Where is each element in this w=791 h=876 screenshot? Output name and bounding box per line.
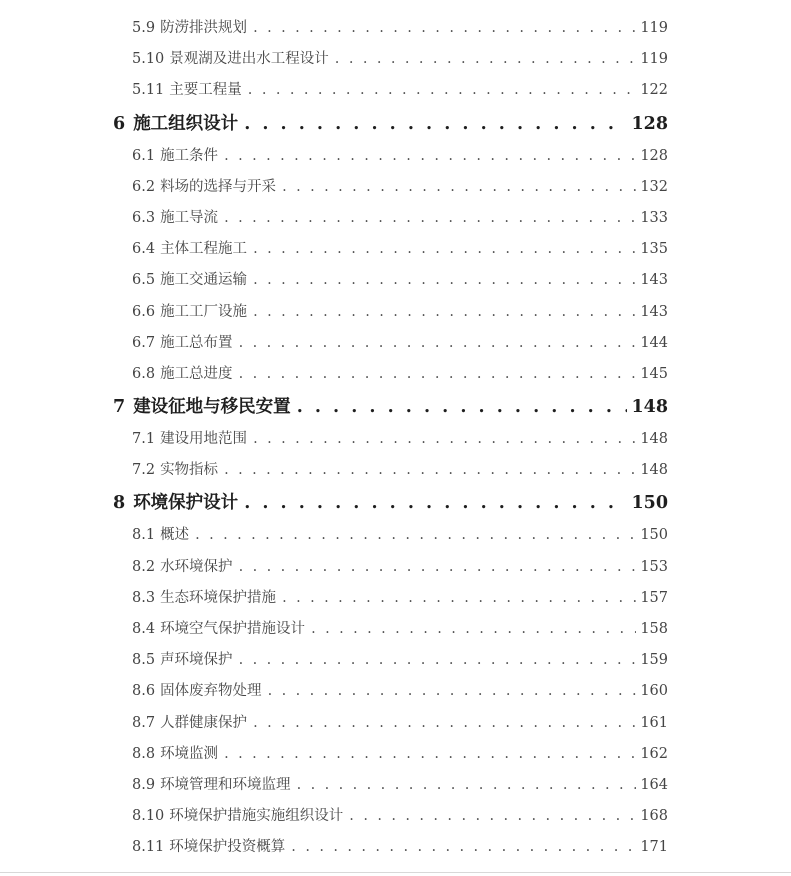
toc-entry-page-number: 162 [640, 745, 668, 762]
toc-dot-leader [297, 770, 637, 801]
toc-entry-number: 8.11 [132, 839, 165, 856]
toc-dot-leader [239, 645, 637, 676]
toc-entry-number: 8.4 [132, 621, 156, 637]
page-bottom-divider [0, 872, 791, 873]
toc-entry-page-number: 133 [640, 209, 668, 226]
toc-section-entry[interactable] [0, 141, 791, 172]
toc-dot-leader [253, 297, 636, 328]
toc-entry-number: 8.6 [132, 683, 156, 700]
toc-entry-number: 8 [113, 493, 126, 514]
toc-entry-title: 施工导流 [160, 209, 219, 226]
toc-entry-page-number: 159 [640, 652, 668, 669]
toc-entry-title: 景观湖及进出水工程设计 [169, 51, 329, 68]
toc-entry-number: 6.5 [132, 272, 156, 289]
toc-entry-title: 生态环境保护措施 [160, 589, 277, 606]
toc-dot-leader [253, 708, 636, 739]
toc-section-entry[interactable] [0, 44, 791, 75]
toc-entry-title: 施工工厂设施 [160, 303, 248, 320]
toc-section-entry[interactable] [0, 455, 791, 486]
toc-dot-leader [248, 75, 637, 106]
toc-entry-number: 7 [113, 397, 126, 418]
toc-entry-page-number: 143 [640, 272, 668, 289]
toc-entry-number: 6.4 [132, 241, 156, 258]
toc-entry-number: 6.7 [132, 334, 156, 351]
toc-entry-title: 施工总进度 [160, 365, 233, 382]
toc-entry-page-number: 132 [640, 178, 668, 195]
toc-chapter-entry[interactable] [0, 107, 791, 141]
toc-entry-number: 8.1 [132, 527, 156, 544]
toc-entry-page-number: 150 [640, 527, 668, 544]
toc-entry-title: 施工交通运输 [160, 272, 248, 289]
toc-section-entry[interactable] [0, 770, 791, 801]
toc-entry-title: 实物指标 [160, 462, 219, 479]
toc-entry-number: 8.10 [132, 808, 165, 825]
toc-dot-leader [282, 583, 636, 614]
toc-section-entry[interactable] [0, 297, 791, 328]
toc-entry-number: 6.6 [132, 303, 156, 320]
toc-entry-title: 施工组织设计 [133, 113, 239, 134]
toc-section-entry[interactable] [0, 583, 791, 614]
toc-section-entry[interactable] [0, 265, 791, 296]
toc-section-entry[interactable] [0, 645, 791, 676]
toc-chapter-entry[interactable] [0, 486, 791, 520]
toc-dot-leader [335, 44, 637, 75]
toc-entry-number: 8.3 [132, 589, 156, 606]
toc-entry-number: 5.10 [132, 51, 165, 68]
toc-dot-leader [239, 328, 637, 359]
toc-section-entry[interactable] [0, 328, 791, 359]
toc-entry-page-number: 122 [640, 82, 668, 99]
toc-dot-leader [239, 552, 637, 583]
toc-dot-leader [291, 832, 636, 863]
toc-entry-page-number: 150 [631, 493, 668, 514]
toc-dot-leader [239, 359, 637, 390]
toc-entry-number: 7.1 [132, 431, 156, 448]
toc-dot-leader [195, 520, 636, 551]
toc-dot-leader [253, 234, 636, 265]
toc-entry-title: 建设用地范围 [160, 431, 248, 448]
toc-section-entry[interactable] [0, 75, 791, 106]
toc-entry-number: 6.8 [132, 365, 156, 382]
toc-entry-page-number: 148 [640, 462, 668, 479]
toc-section-entry[interactable] [0, 13, 791, 44]
toc-section-entry[interactable] [0, 676, 791, 707]
toc-section-entry[interactable] [0, 359, 791, 390]
toc-entry-page-number: 171 [640, 839, 668, 856]
toc-section-entry[interactable] [0, 520, 791, 551]
toc-section-entry[interactable] [0, 424, 791, 455]
toc-section-entry[interactable] [0, 708, 791, 739]
toc-entry-title: 环境空气保护措施设计 [160, 621, 306, 637]
toc-dot-leader [311, 614, 636, 645]
toc-entry-number: 6 [113, 113, 126, 134]
toc-entry-page-number: 128 [640, 147, 668, 164]
toc-entry-title: 主要工程量 [169, 82, 242, 99]
toc-entry-number: 7.2 [132, 462, 156, 479]
toc-dot-leader [244, 107, 627, 141]
toc-dot-leader [297, 390, 628, 424]
toc-entry-title: 环境管理和环境监理 [160, 776, 291, 793]
toc-entry-title: 概述 [160, 527, 190, 544]
toc-entry-page-number: 148 [640, 431, 668, 448]
table-of-contents [0, 13, 791, 864]
toc-entry-title: 环境保护设计 [133, 493, 239, 514]
toc-entry-page-number: 119 [640, 51, 668, 68]
toc-entry-number: 8.7 [132, 714, 156, 731]
toc-entry-page-number: 135 [640, 241, 668, 258]
toc-entry-page-number: 158 [640, 621, 668, 637]
toc-section-entry[interactable] [0, 801, 791, 832]
toc-dot-leader [224, 455, 636, 486]
toc-entry-number: 8.2 [132, 558, 156, 575]
toc-dot-leader [244, 486, 627, 520]
toc-entry-page-number: 143 [640, 303, 668, 320]
toc-entry-page-number: 119 [640, 20, 668, 36]
toc-dot-leader [224, 203, 636, 234]
toc-section-entry[interactable] [0, 739, 791, 770]
toc-entry-page-number: 164 [640, 776, 668, 793]
toc-section-entry[interactable] [0, 832, 791, 863]
toc-entry-title: 人群健康保护 [160, 714, 248, 731]
toc-section-entry[interactable] [0, 552, 791, 583]
toc-dot-leader [253, 265, 636, 296]
toc-entry-page-number: 168 [640, 808, 668, 825]
toc-entry-title: 料场的选择与开采 [160, 178, 277, 195]
toc-entry-number: 8.8 [132, 745, 156, 762]
toc-dot-leader [224, 739, 636, 770]
toc-entry-title: 环境保护投资概算 [169, 839, 286, 856]
toc-entry-page-number: 128 [631, 113, 668, 134]
toc-section-entry[interactable] [0, 203, 791, 234]
toc-dot-leader [253, 13, 636, 44]
toc-section-entry[interactable] [0, 172, 791, 203]
toc-entry-title: 声环境保护 [160, 652, 233, 669]
toc-entry-page-number: 161 [640, 714, 668, 731]
toc-entry-number: 8.9 [132, 776, 156, 793]
toc-entry-title: 防涝排洪规划 [160, 20, 248, 36]
toc-entry-title: 固体废弃物处理 [160, 683, 262, 700]
toc-dot-leader [253, 424, 636, 455]
toc-entry-title: 施工总布置 [160, 334, 233, 351]
toc-dot-leader [224, 141, 636, 172]
toc-entry-page-number: 157 [640, 589, 668, 606]
toc-section-entry[interactable] [0, 614, 791, 645]
toc-entry-number: 6.3 [132, 209, 156, 226]
toc-entry-title: 主体工程施工 [160, 241, 248, 258]
toc-entry-page-number: 144 [640, 334, 668, 351]
toc-entry-page-number: 153 [640, 558, 668, 575]
toc-entry-number: 6.2 [132, 178, 156, 195]
toc-entry-title: 环境监测 [160, 745, 219, 762]
toc-entry-page-number: 148 [631, 397, 668, 418]
toc-entry-title: 施工条件 [160, 147, 219, 164]
toc-dot-leader [268, 676, 637, 707]
toc-dot-leader [349, 801, 636, 832]
toc-entry-number: 5.11 [132, 82, 165, 99]
toc-section-entry[interactable] [0, 234, 791, 265]
toc-entry-title: 水环境保护 [160, 558, 233, 575]
toc-entry-title: 环境保护措施实施组织设计 [169, 808, 344, 825]
toc-chapter-entry[interactable] [0, 390, 791, 424]
toc-entry-number: 5.9 [132, 20, 156, 36]
toc-entry-page-number: 160 [640, 683, 668, 700]
toc-dot-leader [282, 172, 636, 203]
toc-entry-number: 6.1 [132, 147, 156, 164]
toc-entry-number: 8.5 [132, 652, 156, 669]
toc-entry-page-number: 145 [640, 365, 668, 382]
toc-entry-title: 建设征地与移民安置 [133, 397, 291, 418]
